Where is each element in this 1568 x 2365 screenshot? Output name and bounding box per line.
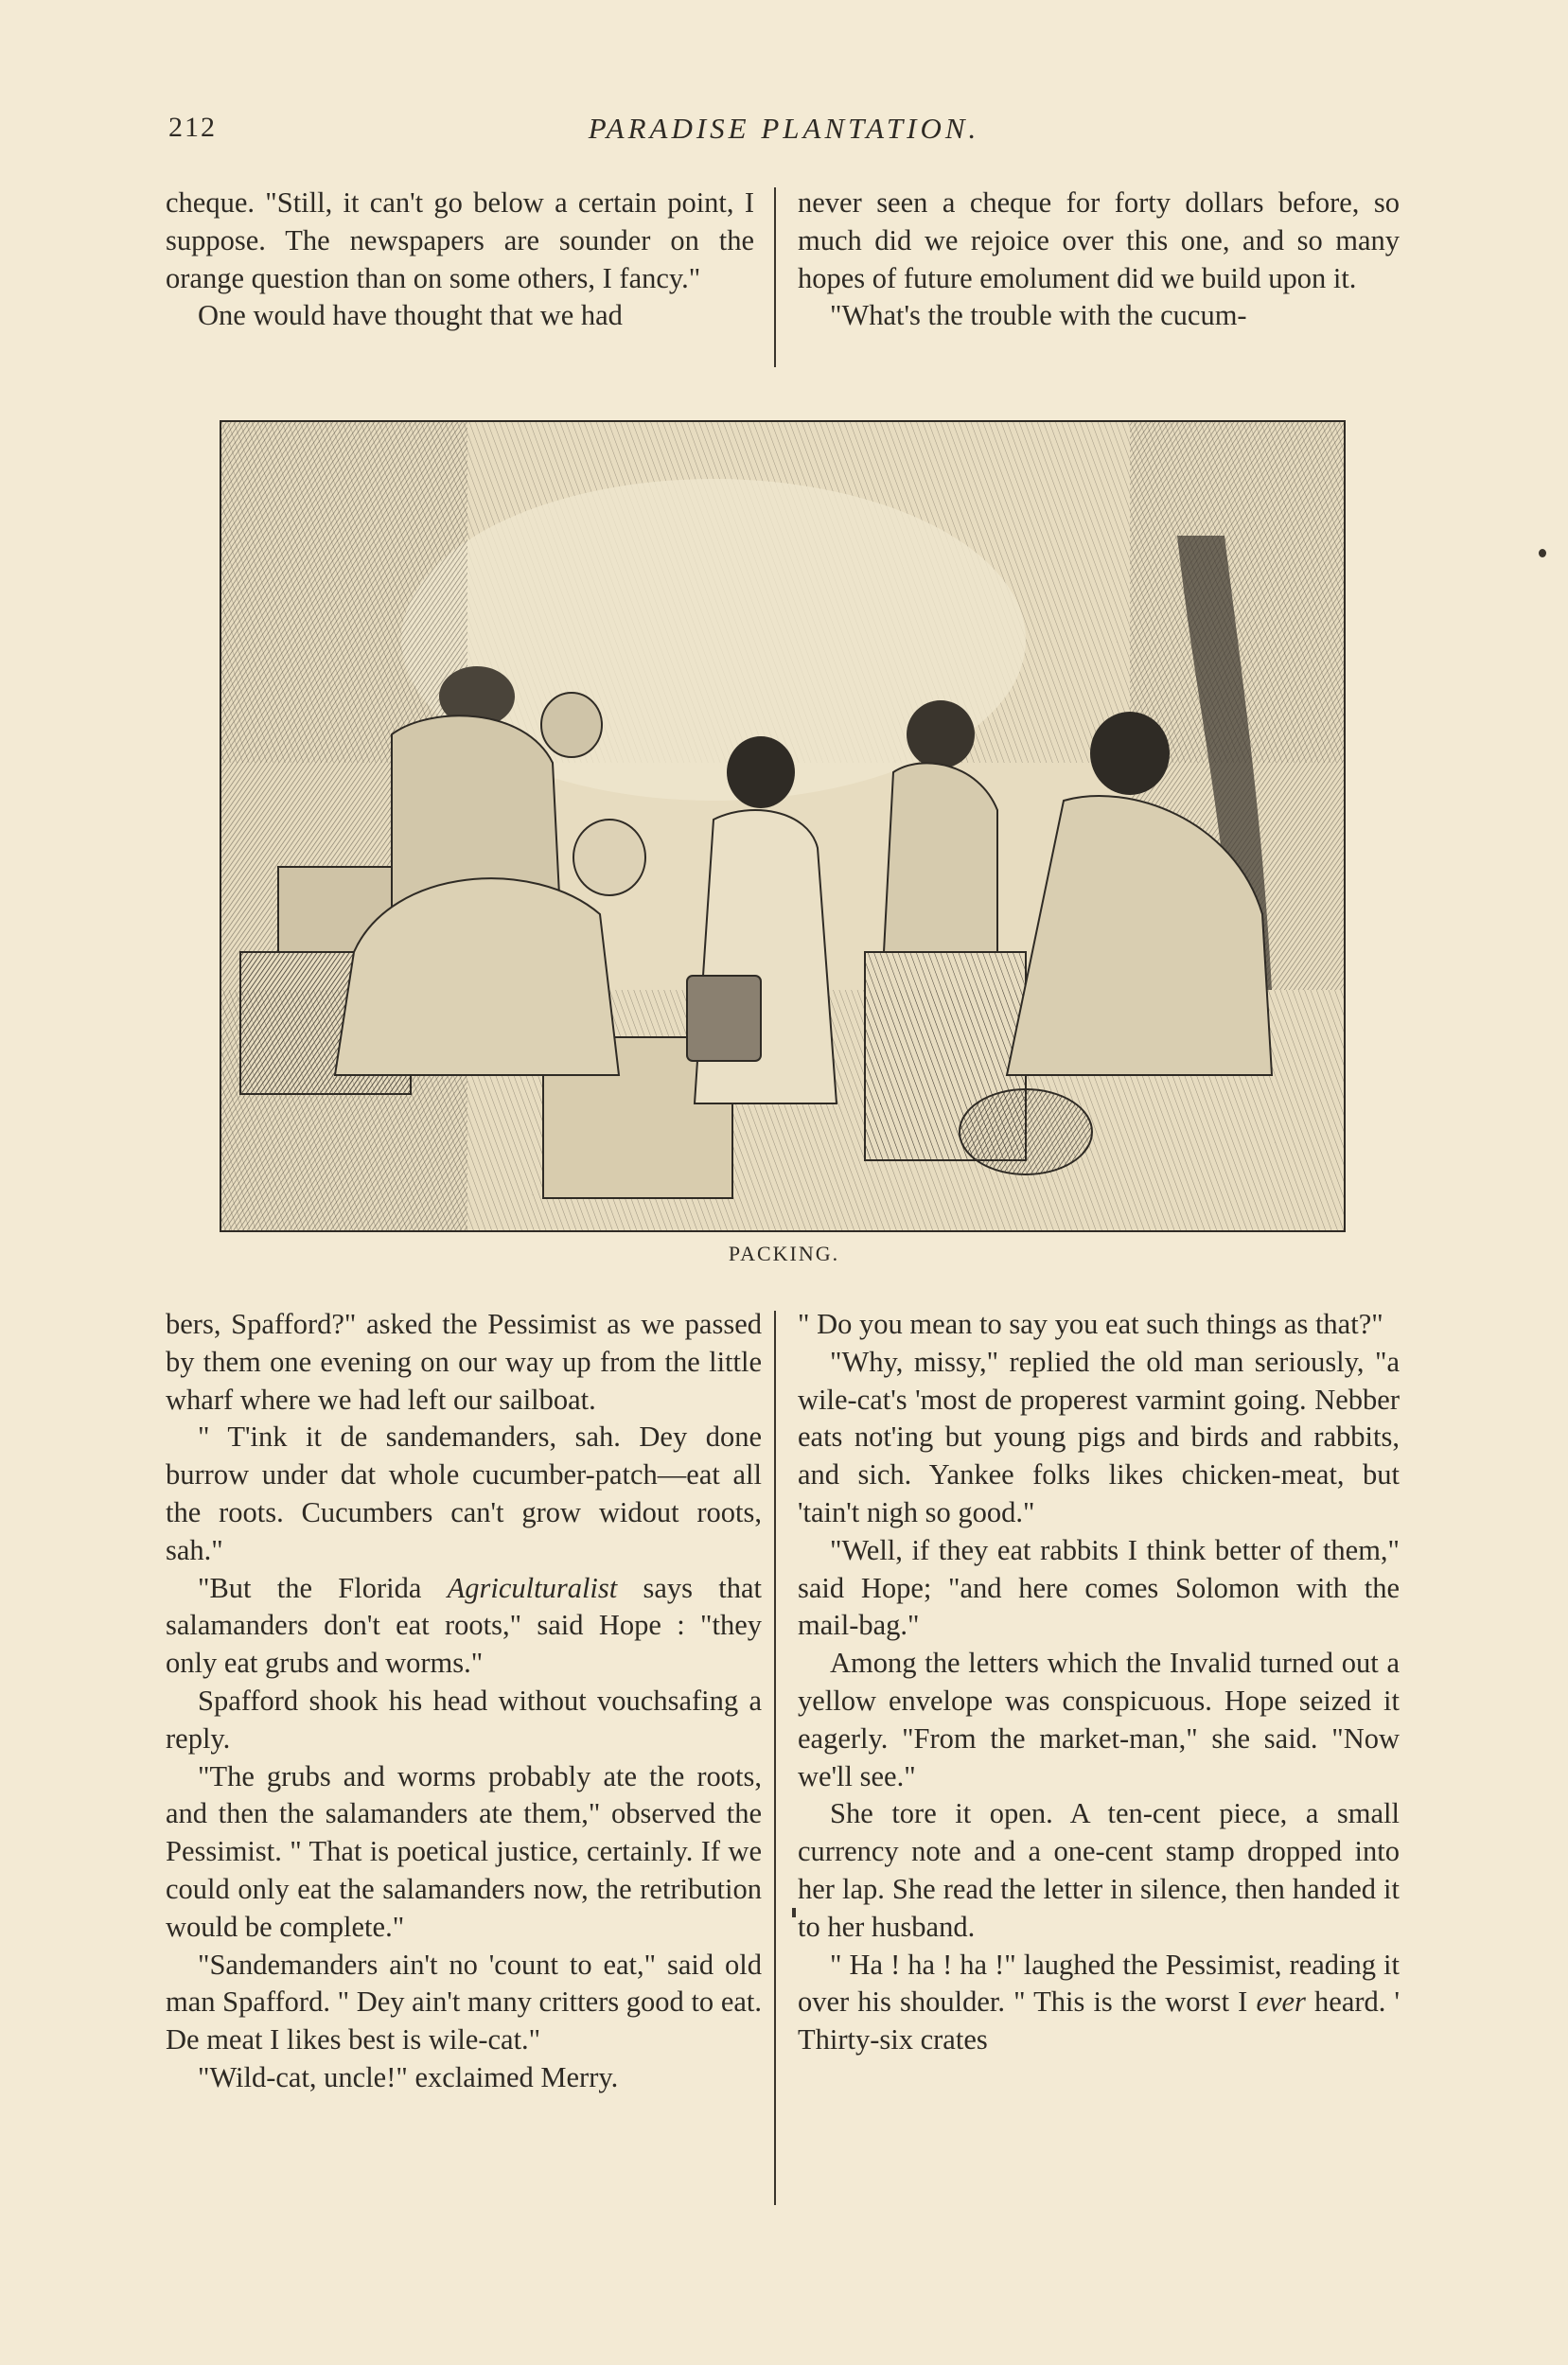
column-rule-top xyxy=(774,187,776,367)
bottom-right-column xyxy=(798,1306,1400,2059)
top-left-column xyxy=(166,185,754,335)
paragraph: " T'ink it de sandemanders, sah. Dey done burrow under dat whole cucumber-patch—eat all the roots. Cucumbers can't grow widout roots, sah." xyxy=(166,1421,762,1566)
text-run: " Ha ! ha ! ha !" laughed the Pessimist, reading it over his shoulder. " This is the worst I xyxy=(798,1948,1400,2019)
text-run: heard. ' Thirty-six crates xyxy=(798,1986,1400,2056)
paragraph: "Sandemanders ain't no 'count to eat," said old man Spafford. " Dey ain't many critters good to eat. De meat I likes best is wile-cat." xyxy=(166,1948,762,2056)
paragraph xyxy=(798,1947,1400,2059)
top-right-column xyxy=(798,185,1400,335)
bottom-left-column xyxy=(166,1306,762,2097)
packing-illustration xyxy=(220,420,1346,1232)
column-rule-bottom xyxy=(774,1311,776,2205)
figure-caption: PACKING. xyxy=(728,1242,840,1265)
paragraph: " Do you mean to say you eat such things as that?" xyxy=(798,1308,1383,1340)
stray-mark xyxy=(1539,549,1546,557)
italic-word: ever xyxy=(1256,1986,1306,2019)
text-run: says that salamanders don't eat roots," said Hope : "they only eat grubs and worms." xyxy=(166,1571,762,1680)
paragraph: cheque. "Still, it can't go below a certain point, I suppose. The newspapers are sounder on the orange question than on some others, I fancy." xyxy=(166,186,754,294)
stray-mark xyxy=(792,1908,796,1917)
paragraph: "Why, missy," replied the old man seriously, "a wile-cat's 'most de properest varmint going. Nebber eats not'ing but young pigs and birds and rabbits, and sich. Yankee folks likes chicken-meat, but 'tain't nigh so good." xyxy=(798,1345,1400,1528)
paragraph: bers, Spafford?" asked the Pessimist as we passed by them one evening on our way up from the little wharf where we had left our sailboat. xyxy=(166,1308,762,1416)
paragraph: "Well, if they eat rabbits I think better of them," said Hope; "and here comes Solomon with the mail-bag." xyxy=(798,1533,1400,1642)
engraving-image xyxy=(221,422,1344,1230)
paragraph: She tore it open. A ten-cent piece, a small currency note and a one-cent stamp dropped into her lap. She read the letter in silence, then handed it to her husband. xyxy=(798,1797,1400,1943)
text-run: "But the Florida xyxy=(198,1571,448,1604)
paragraph: "Wild-cat, uncle!" exclaimed Merry. xyxy=(198,2060,619,2093)
paragraph: "The grubs and worms probably ate the roots, and then the salamanders ate them," observed the Pessimist. " That is poetical justice, certainly. If we could only eat the salamanders now, the retribution would be complete." xyxy=(166,1759,762,1943)
paragraph: Among the letters which the Invalid turned out a yellow envelope was conspicuous. Hope seized it eagerly. "From the market-man," she said. "Now we'll see." xyxy=(798,1647,1400,1792)
page-number: 212 xyxy=(168,112,217,143)
italic-title: Agriculturalist xyxy=(447,1571,618,1604)
paragraph xyxy=(166,1570,762,1683)
running-head: PARADISE PLANTATION. xyxy=(588,112,980,145)
paragraph: Spafford shook his head without vouchsafing a reply. xyxy=(166,1684,762,1755)
paragraph: One would have thought that we had xyxy=(198,299,623,332)
paragraph: never seen a cheque for forty dollars before, so much did we rejoice over this one, and so many hopes of future emolument did we build upon it. xyxy=(798,186,1400,294)
paragraph: "What's the trouble with the cucum- xyxy=(830,299,1247,332)
